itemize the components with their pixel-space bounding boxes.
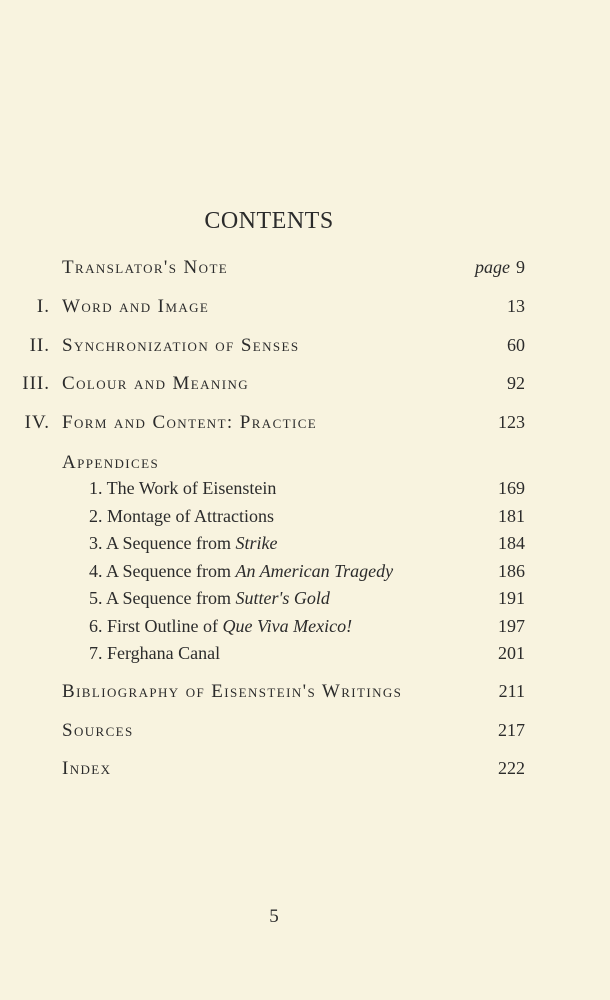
entry-page-number: 9	[516, 257, 525, 277]
entry-number: II.	[29, 335, 50, 356]
appendix-page: 184	[498, 533, 525, 553]
appendix-page: 197	[498, 616, 525, 636]
entry-number: IV.	[24, 412, 50, 433]
appendix-page: 181	[498, 506, 525, 526]
entry-page: 123	[498, 412, 525, 432]
entry-label: Index	[62, 758, 112, 779]
entry-label: Word and Image	[62, 296, 210, 317]
toc-entry-index	[0, 758, 610, 786]
appendix-item	[0, 478, 610, 506]
entry-label: Synchronization of Senses	[62, 335, 300, 356]
appendix-title: 7. Ferghana Canal	[89, 643, 221, 663]
appendix-item	[0, 533, 610, 561]
toc-entry-chapter-3	[0, 373, 610, 401]
entry-page: 60	[507, 335, 525, 355]
appendix-page: 169	[498, 478, 525, 498]
entry-page: 92	[507, 373, 525, 393]
appendix-item	[0, 561, 610, 589]
appendix-page: 191	[498, 588, 525, 608]
page-prefix: page	[475, 257, 510, 277]
appendix-item	[0, 588, 610, 616]
toc-entry-bibliography	[0, 681, 610, 709]
appendix-title: 6. First Outline of Que Viva Mexico!	[89, 616, 353, 636]
entry-page: 211	[498, 681, 525, 701]
entry-page	[475, 257, 525, 278]
appendices-heading-row	[0, 452, 610, 480]
toc-entry-sources	[0, 720, 610, 748]
appendix-page: 201	[498, 643, 525, 663]
contents-heading: CONTENTS	[204, 208, 334, 234]
entry-page: 13	[507, 296, 525, 316]
entry-label: Colour and Meaning	[62, 373, 250, 394]
appendix-title: 5. A Sequence from Sutter's Gold	[89, 588, 330, 608]
entry-number: I.	[36, 296, 50, 317]
appendices-heading: Appendices	[62, 452, 160, 473]
appendix-title: 2. Montage of Attractions	[89, 506, 274, 526]
entry-label: Sources	[62, 720, 134, 741]
entry-page: 217	[498, 720, 525, 740]
appendix-item	[0, 616, 610, 644]
toc-entry-translators-note	[0, 257, 610, 285]
entry-number: III.	[22, 373, 50, 394]
appendix-item	[0, 643, 610, 671]
appendix-item	[0, 506, 610, 534]
appendix-page: 186	[498, 561, 525, 581]
page-folio: 5	[269, 906, 279, 927]
toc-entry-chapter-2	[0, 335, 610, 363]
appendix-title: 3. A Sequence from Strike	[89, 533, 278, 553]
appendix-title: 1. The Work of Eisenstein	[89, 478, 277, 498]
entry-label: Form and Content: Practice	[62, 412, 318, 433]
entry-label: Bibliography of Eisenstein's Writings	[62, 681, 403, 702]
toc-entry-chapter-4	[0, 412, 610, 440]
toc-entry-chapter-1	[0, 296, 610, 324]
entry-label: Translator's Note	[62, 257, 229, 278]
appendix-title: 4. A Sequence from An American Tragedy	[89, 561, 394, 581]
entry-page: 222	[498, 758, 525, 778]
